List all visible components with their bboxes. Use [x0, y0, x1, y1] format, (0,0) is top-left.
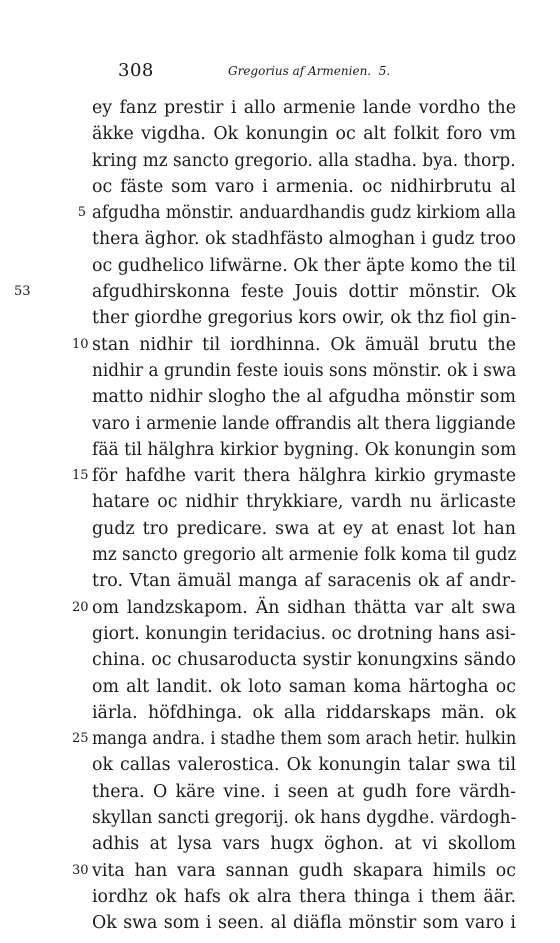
- line-number: 5: [77, 205, 86, 221]
- line-text: om landzskapom. Än sidhan thätta var alt swa: [92, 597, 516, 618]
- text-line: [72, 332, 516, 358]
- text-line: [92, 884, 516, 910]
- text-line: [92, 174, 516, 200]
- text-line: [92, 489, 516, 515]
- text-line: [14, 279, 516, 305]
- text-line: [92, 148, 516, 174]
- margin-reference-number: 53: [14, 284, 31, 300]
- text-line: [72, 595, 516, 621]
- line-number: 10: [72, 336, 89, 352]
- line-number: 15: [72, 468, 89, 484]
- line-text: thera. O käre vine. i seen at gudh fore värdh-: [92, 781, 516, 802]
- text-line: [92, 700, 516, 726]
- text-line: [92, 779, 516, 805]
- line-text: Ok swa som i seen. al diäfla mönstir som varo i: [92, 913, 516, 934]
- line-text: mz sancto gregorio alt armenie folk koma til gudz: [92, 545, 517, 566]
- text-line: [92, 805, 516, 831]
- line-text: ey fanz prestir i allo armenie lande vordho the: [92, 98, 516, 118]
- text-line: [92, 542, 516, 568]
- running-head: Gregorius af Armenien. 5.: [228, 64, 391, 78]
- line-text: äkke vigdha. Ok konungin oc alt folkit foro vm: [92, 124, 516, 145]
- text-line: [92, 95, 516, 121]
- text-line: [92, 226, 516, 252]
- text-line: [92, 910, 516, 936]
- line-text: ther giordhe gregorius kors owir, ok thz fiol gin-: [92, 308, 517, 329]
- line-text: om alt landit. ok loto saman koma härtogha oc: [92, 676, 516, 697]
- text-line: [92, 674, 516, 700]
- line-text: manga andra. i stadhe them som arach hetir. hulkin: [92, 729, 517, 750]
- text-line: [72, 726, 517, 752]
- line-text: adhis at lysa vars hugx öghon. at vi skollom: [92, 834, 516, 855]
- line-text: för hafdhe varit thera hälghra kirkio grymaste: [92, 466, 516, 487]
- line-text: stan nidhir til iordhinna. Ok ämuäl brutu the: [92, 334, 516, 355]
- text-line: [92, 384, 516, 410]
- line-text: matto nidhir slogho the al afgudha mönstir som: [92, 387, 516, 408]
- line-text: gudz tro predicare. swa at ey at enast lot han: [92, 518, 516, 539]
- line-text: fää til hälghra kirkior bygning. Ok konungin som: [92, 439, 517, 460]
- text-line: [92, 253, 516, 279]
- text-line: [77, 200, 517, 226]
- line-text: iärla. höfdhinga. ok alla riddarskaps män. ok: [92, 702, 516, 723]
- text-line: [72, 858, 516, 884]
- text-line: [92, 437, 516, 463]
- line-text: nidhir a grundin feste iouis sons mönstir. ok i swa: [92, 360, 517, 381]
- text-line: [92, 358, 516, 384]
- line-text: oc fäste som varo i armenia. oc nidhirbrutu al: [92, 176, 516, 197]
- line-text: iordhz ok hafs ok alra thera thinga i them äär.: [92, 886, 516, 907]
- text-line: [92, 831, 516, 857]
- line-text: skyllan sancti gregorij. ok hans dygdhe. värdogh-: [92, 808, 517, 829]
- line-text: thera äghor. ok stadhfästo almoghan i gudz troo: [92, 229, 516, 250]
- text-line: [92, 752, 516, 778]
- line-text: hatare oc nidhir thrykkiare, vardh nu ärlicaste: [92, 492, 516, 513]
- text-line: [92, 647, 516, 673]
- line-text: oc gudhelico lifwärne. Ok ther äpte komo the til: [92, 255, 516, 276]
- line-text: varo i armenie lande offrandis alt thera liggiande: [92, 413, 516, 434]
- body-text: [14, 95, 517, 937]
- line-text: vita han vara sannan gudh skapara himils oc: [92, 860, 516, 881]
- line-text: afgudha mönstir. anduardhandis gudz kirkiom alla: [92, 203, 517, 224]
- text-line: [92, 516, 516, 542]
- line-text: afgudhirskonna feste Jouis dottir mönstir. Ok: [92, 282, 516, 303]
- text-line: [92, 621, 516, 647]
- line-text: kring mz sancto gregorio. alla stadha. bya. thorp.: [92, 150, 516, 171]
- page-number: 308: [118, 60, 154, 81]
- line-text: tro. Vtan ämuäl manga af saracenis ok af andr-: [92, 571, 516, 592]
- line-text: giort. konungin teridacius. oc drotning hans asi-: [92, 623, 516, 644]
- line-text: china. oc chusaroducta systir konungxins sändo: [92, 650, 516, 671]
- line-number: 20: [72, 599, 89, 615]
- line-number: 30: [72, 862, 89, 878]
- text-line: [72, 463, 516, 489]
- text-line: [92, 411, 516, 437]
- line-text: ok callas valerostica. Ok konungin talar swa til: [92, 755, 516, 776]
- text-line: [92, 121, 516, 147]
- line-number: 25: [72, 731, 89, 747]
- text-line: [92, 305, 516, 331]
- text-line: [92, 568, 516, 594]
